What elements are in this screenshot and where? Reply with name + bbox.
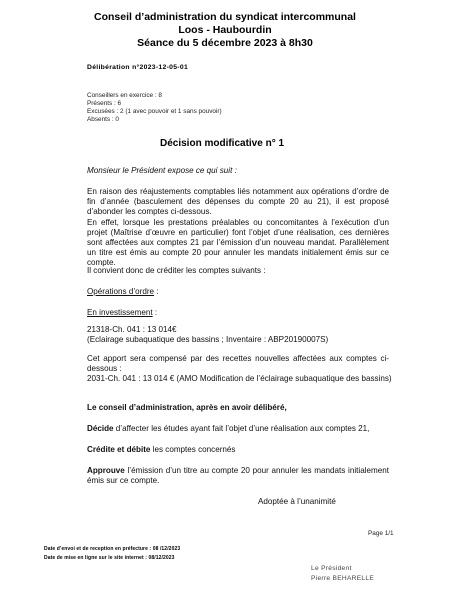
intro-text: Monsieur le Président expose ce qui suit : (87, 166, 237, 175)
invest-heading-label: En investissement (87, 308, 153, 317)
signature-name: Pierre BEHARELLE (311, 575, 375, 582)
page-number: Page 1/1 (368, 530, 394, 537)
paragraph-compensation: Cet apport sera compensé par des recettes nouvelles affectées aux comptes ci-dessous : (87, 354, 389, 373)
decision-decide (87, 424, 369, 434)
approve-keyword: Approuve (87, 466, 125, 475)
prefecture-date: Date d’envoi et de reception en préfecture : 08 /12/2023 (44, 546, 181, 552)
signature-role: Le Président (311, 565, 352, 572)
account-21318-line: 21318-Ch. 041 : 13 014€ (87, 325, 177, 334)
ops-heading (87, 287, 159, 297)
attendance-absent: Absents : 0 (87, 116, 119, 123)
invest-heading (87, 308, 157, 318)
credit-keyword: Crédite et débite (87, 445, 151, 454)
decide-keyword: Décide (87, 424, 114, 433)
deliberation-number: Délibération n°2023-12-05-01 (87, 64, 189, 71)
online-date: Date de mise en ligne sur le site internet : 08/12/2023 (44, 555, 175, 561)
paragraph-adjustments: En raison des réajustements comptables liés notamment aux opérations d’ordre de fin d’année (basculement des dépenses du compte 20 au 21), il est proposé d’abonder les comptes ci-dessous. (87, 187, 389, 216)
approve-text: l’émission d’un titre au compte 20 pour annuler les mandats initialement émis sur ce compte. (87, 466, 389, 485)
decision-credit (87, 445, 235, 455)
decide-text: d’affecter les études ayant fait l’objet d’une réalisation aux comptes 21, (113, 424, 370, 433)
paragraph-explanation: En effet, lorsque les prestations préalables ou concomitantes à l’exécution d’un projet (Maîtrise d’œuvre en particulier) font l’objet d’une réalisation, ces dernières sont affectées aux comptes 21 par l’émission d’un nouveau mandat. Parallèlement un titre est émis au compte 20 pour annuler les mandats initialement émis sur ce compte. (87, 218, 389, 267)
council-statement: Le conseil d’administration, après en avoir délibéré, (87, 403, 287, 412)
syndicate-title: Conseil d’administration du syndicat intercommunal (94, 11, 356, 23)
account-2031-line: 2031-Ch. 041 : 13 014 € (AMO Modification de l’éclairage subaquatique des bassins) (87, 374, 392, 383)
session-title: Séance du 5 décembre 2023 à 8h30 (137, 37, 313, 49)
credit-text: les comptes concernés (150, 445, 236, 454)
adoption-status: Adoptée à l’unanimité (258, 497, 336, 506)
decision-approve (87, 466, 389, 486)
invest-heading-colon: : (152, 308, 158, 317)
attendance-present: Présents : 6 (87, 100, 122, 107)
ops-heading-colon: : (154, 287, 159, 296)
ops-heading-label: Opérations d’ordre (87, 287, 155, 296)
account-21318-detail: (Eclairage subaquatique des bassins ; Inventaire : ABP20190007S) (87, 335, 329, 344)
decision-title: Décision modificative n° 1 (160, 138, 285, 149)
location-title: Loos - Haubourdin (178, 24, 272, 36)
attendance-excused: Excusées : 2 (1 avec pouvoir et 1 sans pouvoir) (87, 108, 222, 115)
paragraph-credit-accounts: Il convient donc de créditer les comptes suivants : (87, 266, 266, 275)
attendance-in-office: Conseillers en exercice : 8 (87, 92, 162, 99)
